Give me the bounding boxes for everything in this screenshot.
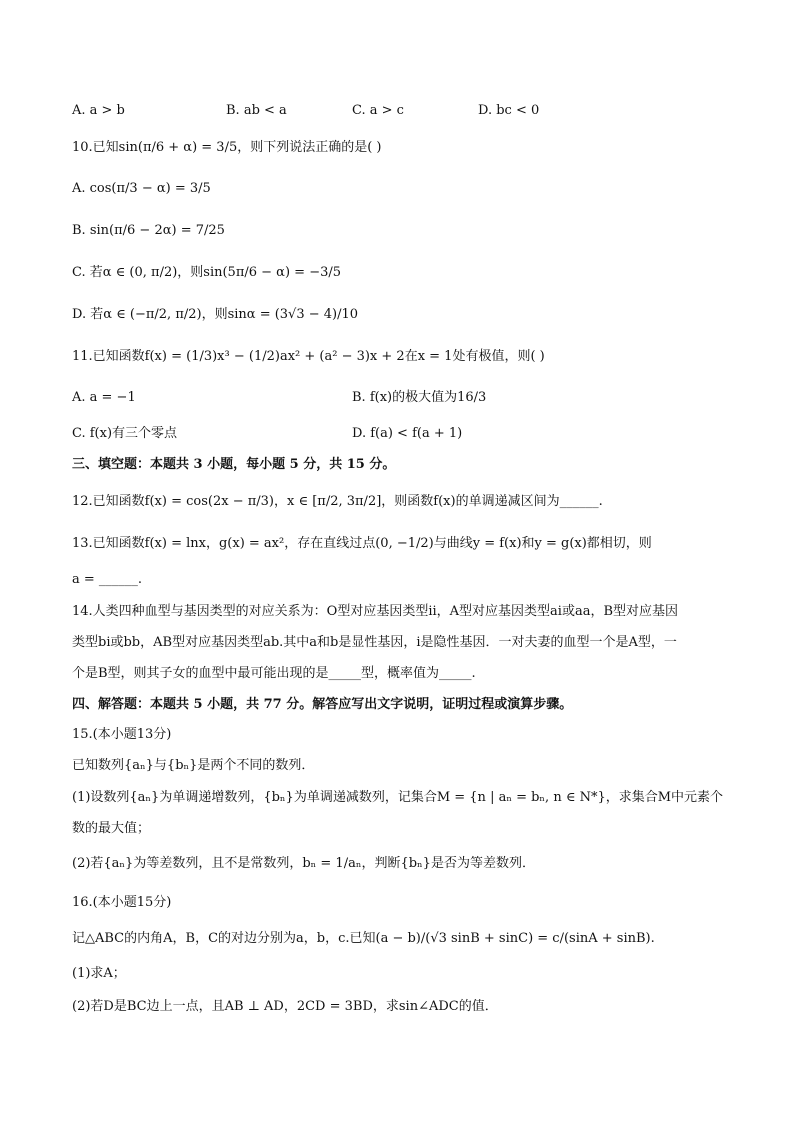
section-fill-in-heading: 三、填空题：本题共 3 小题，每小题 5 分，共 15 分。: [72, 457, 396, 472]
q11-option-c: C. f(x)有三个零点: [72, 426, 178, 441]
q9-option-d: D. bc < 0: [478, 103, 540, 118]
q10-stem: 10.已知sin(π/6 + α) = 3/5，则下列说法正确的是( ): [72, 140, 382, 155]
q14-line2: 类型bi或bb，AB型对应基因类型ab.其中a和b是显性基因，i是隐性基因．一对夫妻的血型一个是A型，一: [72, 635, 677, 650]
q14-line3: 个是B型，则其子女的血型中最可能出现的是_____型，概率值为_____.: [72, 666, 476, 681]
q10-option-d: D. 若α ∈ (−π/2, π/2)，则sinα = (3√3 − 4)/10: [72, 307, 359, 322]
q11-option-d: D. f(a) < f(a + 1): [352, 426, 463, 441]
q15-intro: 已知数列{aₙ}与{bₙ}是两个不同的数列．: [72, 758, 315, 773]
q11-stem: 11.已知函数f(x) = (1/3)x³ − (1/2)ax² + (a² − 3)x + 2在x = 1处有极值，则( ): [72, 349, 545, 364]
q9-option-a: A. a > b: [72, 103, 125, 118]
section-answer-heading: 四、解答题：本题共 5 小题，共 77 分。解答应写出文字说明，证明过程或演算步骤。: [72, 697, 573, 712]
q15-part1-line2: 数的最大值；: [72, 821, 151, 836]
q11-option-b: B. f(x)的极大值为16/3: [352, 390, 487, 405]
q15-title: 15.(本小题13分): [72, 727, 172, 742]
q16-part1: (1)求A；: [72, 966, 126, 981]
q10-option-b: B. sin(π/6 − 2α) = 7/25: [72, 223, 225, 238]
q15-part1-line1: (1)设数列{aₙ}为单调递增数列，{bₙ}为单调递减数列，记集合M = {n | aₙ = bₙ, n ∈ N*}，求集合M中元素个: [72, 790, 724, 805]
q15-part2: (2)若{aₙ}为等差数列，且不是常数列，bₙ = 1/aₙ，判断{bₙ}是否为等差数列．: [72, 856, 535, 871]
q9-option-c: C. a > c: [352, 103, 404, 118]
q13-line2: a = ______.: [72, 572, 143, 587]
q9-option-b: B. ab < a: [226, 103, 287, 118]
q10-option-a: A. cos(π/3 − α) = 3/5: [72, 181, 211, 196]
q16-title: 16.(本小题15分): [72, 895, 172, 910]
q10-option-c: C. 若α ∈ (0, π/2)，则sin(5π/6 − α) = −3/5: [72, 265, 342, 280]
q16-intro: 记△ABC的内角A，B，C的对边分别为a，b，c.已知(a − b)/(√3 sinB + sinC) = c/(sinA + sinB).: [72, 931, 655, 946]
q13-line1: 13.已知函数f(x) = lnx，g(x) = ax²，存在直线过点(0, −1/2)与曲线y = f(x)和y = g(x)都相切，则: [72, 536, 652, 551]
q16-part2: (2)若D是BC边上一点，且AB ⊥ AD，2CD = 3BD，求sin∠ADC的值．: [72, 999, 498, 1014]
q12-stem: 12.已知函数f(x) = cos(2x − π/3)，x ∈ [π/2, 3π/2]，则函数f(x)的单调递减区间为______.: [72, 494, 603, 509]
q11-option-a: A. a = −1: [72, 390, 136, 405]
q14-line1: 14.人类四种血型与基因类型的对应关系为：O型对应基因类型ii，A型对应基因类型ai或aa，B型对应基因: [72, 604, 678, 619]
